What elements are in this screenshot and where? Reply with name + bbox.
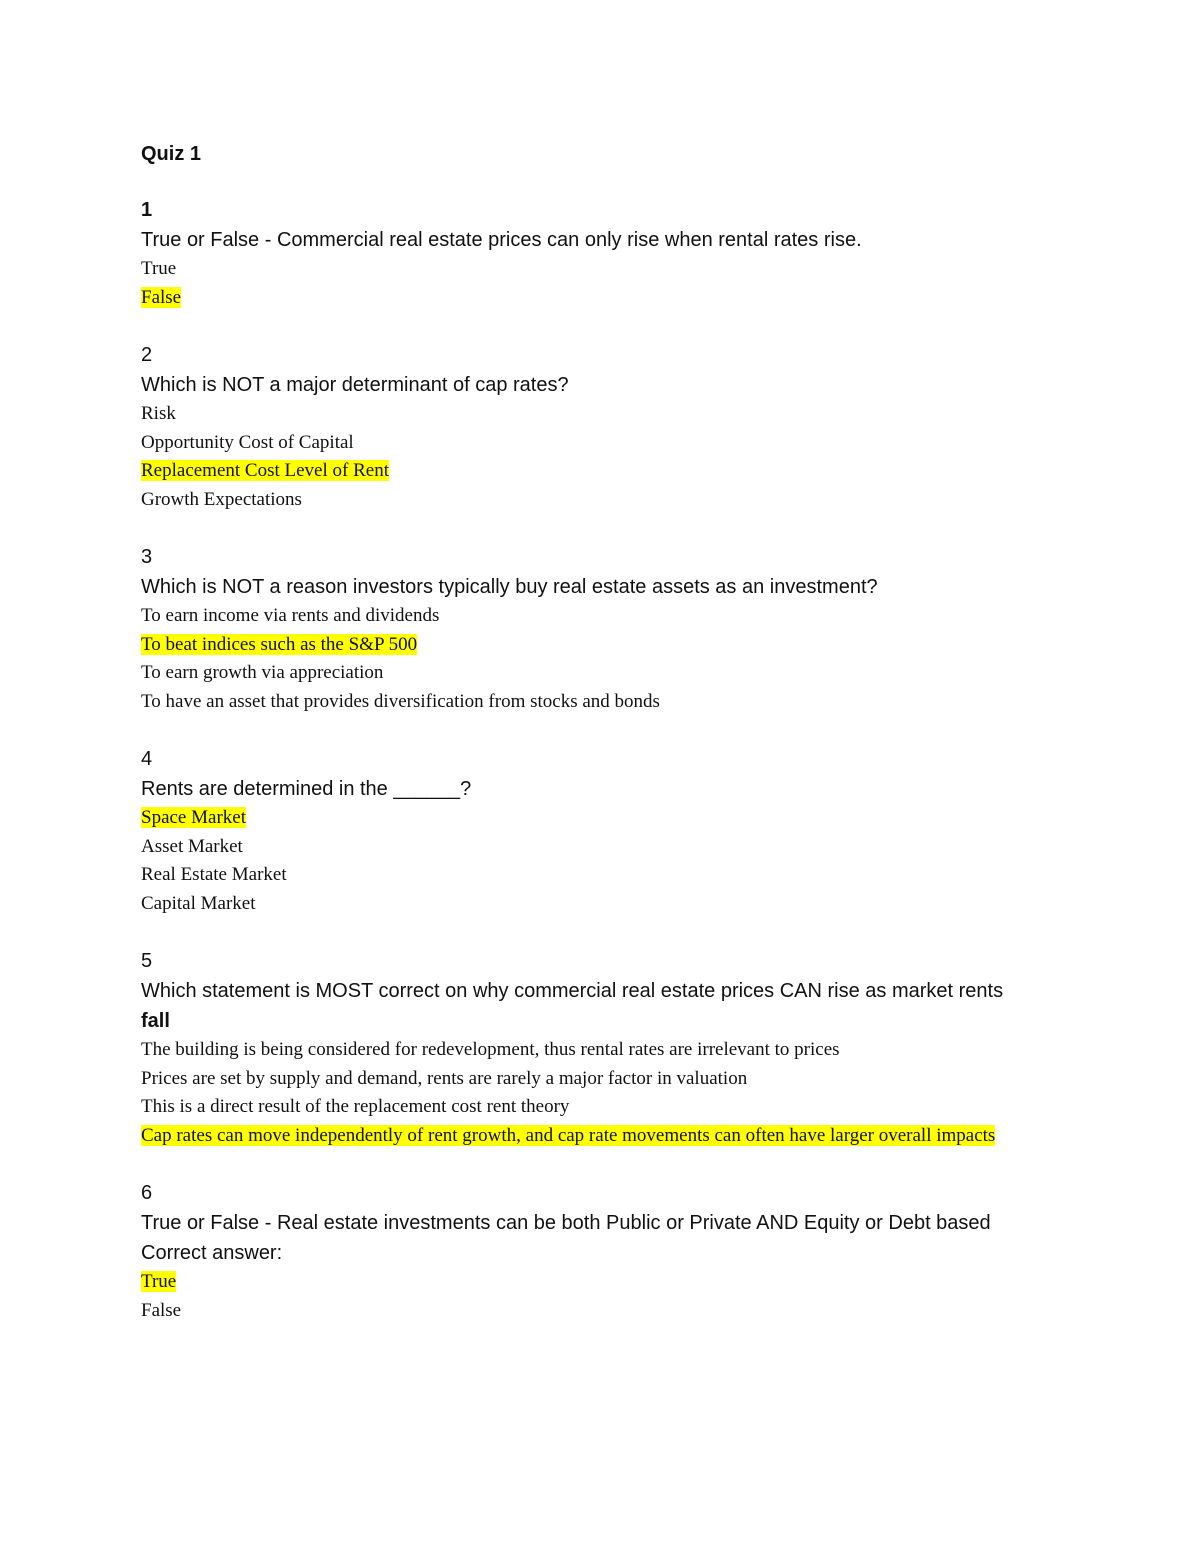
question-6 bbox=[141, 1179, 1071, 1325]
answer-option: The building is being considered for redevelopment, thus rental rates are irrelevant to prices bbox=[141, 1039, 840, 1060]
answer-option: Prices are set by supply and demand, rents are rarely a major factor in valuation bbox=[141, 1067, 748, 1089]
answer-option-correct: To beat indices such as the S&P 500 bbox=[141, 633, 418, 655]
question-text: Which statement is MOST correct on why commercial real estate prices CAN rise as market rents fall bbox=[141, 980, 1004, 1032]
question-text: True or False - Commercial real estate prices can only rise when rental rates rise. bbox=[141, 229, 862, 251]
answer-option: This is a direct result of the replacement cost rent theory bbox=[141, 1096, 570, 1117]
answer-option-correct: False bbox=[141, 286, 182, 308]
question-text: True or False - Real estate investments can be both Public or Private AND Equity or Debt based bbox=[141, 1212, 991, 1234]
answer-option: To have an asset that provides diversification from stocks and bonds bbox=[141, 690, 660, 712]
answer-option: To earn income via rents and dividends bbox=[141, 605, 440, 626]
question-2 bbox=[141, 341, 1071, 514]
quiz-title: Quiz 1 bbox=[141, 143, 202, 165]
question-number: 1 bbox=[141, 199, 153, 221]
question-number: 5 bbox=[141, 950, 153, 972]
question-number: 2 bbox=[141, 344, 153, 366]
answer-option: False bbox=[141, 1299, 182, 1321]
answer-option: To earn growth via appreciation bbox=[141, 662, 384, 683]
answer-option: True bbox=[141, 258, 177, 279]
correct-answer-label: Correct answer: bbox=[141, 1242, 283, 1264]
answer-option: Real Estate Market bbox=[141, 864, 287, 885]
question-number: 4 bbox=[141, 748, 153, 770]
question-3 bbox=[141, 543, 1071, 716]
question-text-bold: fall bbox=[141, 1010, 170, 1032]
question-text: Which is NOT a reason investors typically buy real estate assets as an investment? bbox=[141, 576, 878, 598]
question-1 bbox=[141, 196, 1071, 312]
document-content bbox=[141, 140, 1071, 1354]
question-5 bbox=[141, 947, 1071, 1150]
answer-option-correct: Space Market bbox=[141, 807, 246, 828]
question-text: Which is NOT a major determinant of cap rates? bbox=[141, 374, 569, 396]
answer-option: Risk bbox=[141, 403, 176, 424]
question-text: Rents are determined in the ______? bbox=[141, 778, 472, 800]
answer-option: Asset Market bbox=[141, 835, 243, 857]
question-number: 6 bbox=[141, 1182, 153, 1204]
question-4 bbox=[141, 745, 1071, 918]
answer-option: Capital Market bbox=[141, 892, 256, 914]
question-number: 3 bbox=[141, 546, 153, 568]
answer-option-correct: Replacement Cost Level of Rent bbox=[141, 460, 389, 481]
answer-option: Opportunity Cost of Capital bbox=[141, 431, 354, 453]
answer-option-correct: Cap rates can move independently of rent growth, and cap rate movements can often have larger overall impacts bbox=[141, 1124, 996, 1146]
answer-option-correct: True bbox=[141, 1271, 177, 1292]
answer-option: Growth Expectations bbox=[141, 488, 302, 510]
